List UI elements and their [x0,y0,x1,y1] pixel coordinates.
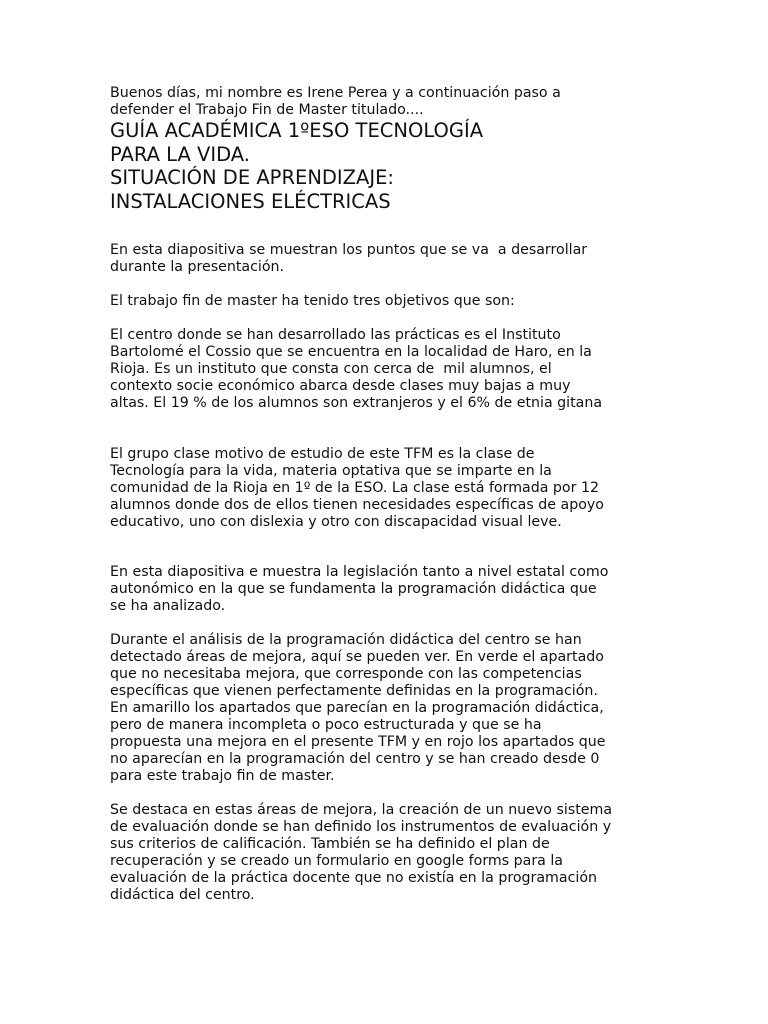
spacer [110,213,670,242]
paragraph-class-group: El grupo clase motivo de estudio de este TFM es la clase de Tecnología para la vida, materia optativa que se imparte en la comunidad de la Rioja en 1º de la ESO. La clase está formada por 12 alumnos donde dos de ellos tienen necesidades específicas de apoyo educativo, uno con dislexia y otro con discapacidad visual leve. [110,446,604,530]
spacer [110,615,670,632]
paragraph-legislation: En esta diapositiva e muestra la legislación tanto a nivel estatal como autonómico en la que se fundamenta la programación didáctica que se ha analizado. [110,564,609,614]
document-page [110,85,670,904]
spacer [110,310,670,327]
paragraph-school: El centro donde se han desarrollado las prácticas es el Instituto Bartolomé el Cossio que se encuentra en la localidad de Haro, en la Rioja. Es un instituto que consta con cerca de mil alumnos, el contexto socie económico abarca desde clases muy bajas a muy altas. El 19 % de los alumnos son extranjeros y el 6% de etnia gitana [110,327,603,411]
intro-paragraph: Buenos días, mi nombre es Irene Perea y a continuación paso a defender el Trabajo Fin de Master titulado.... [110,85,561,118]
paragraph-improvements: Se destaca en estas áreas de mejora, la creación de un nuevo sistema de evaluación donde se han definido los instrumentos de evaluación y sus criterios de calificación. También se ha definido el plan de recuperación y se creado un formulario en google forms para la evaluación de la práctica docente que no existía en la programación didáctica del centro. [110,802,613,903]
spacer [110,531,670,564]
document-title: GUÍA ACADÉMICA 1ºESO TECNOLOGÍA PARA LA VIDA. SITUACIÓN DE APRENDIZAJE: INSTALACIONES ELÉCTRICAS [110,119,484,213]
spacer [110,276,670,293]
spacer [110,412,670,446]
spacer [110,785,670,802]
paragraph-outline: En esta diapositiva se muestran los puntos que se va a desarrollar durante la presentación. [110,242,588,275]
paragraph-objectives: El trabajo fin de master ha tenido tres objetivos que son: [110,293,515,309]
paragraph-analysis: Durante el análisis de la programación didáctica del centro se han detectado áreas de mejora, aquí se pueden ver. En verde el apartado que no necesitaba mejora, que corresponde con las competencias específicas que vienen perfectamente definidas en la programación. En amarillo los apartados que parecían en la programación didáctica, pero de manera incompleta o poco estructurada y que se ha propuesta una mejora en el presente TFM y en rojo los apartados que no aparecían en la programación del centro y se han creado desde 0 para este trabajo fin de master. [110,632,606,784]
